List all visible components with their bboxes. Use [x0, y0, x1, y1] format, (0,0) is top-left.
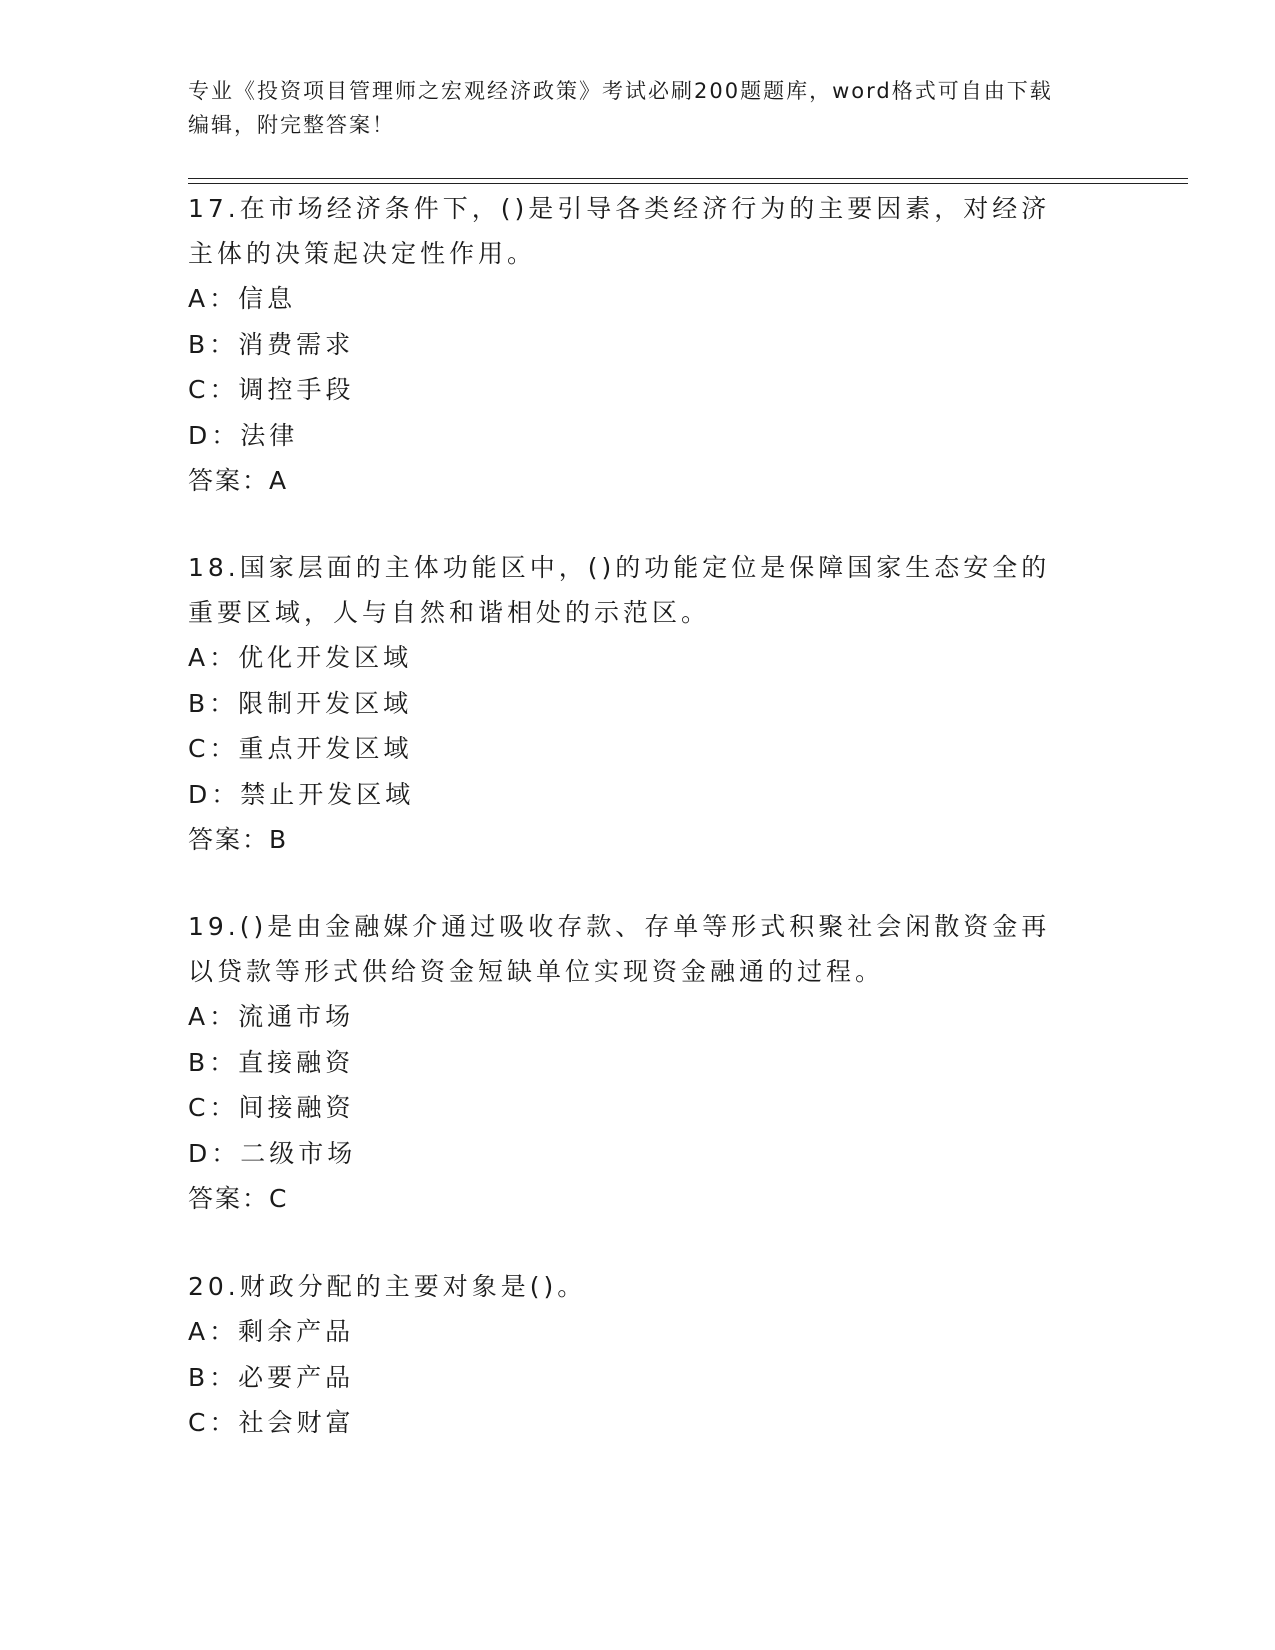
option-a: A：流通市场: [188, 1002, 355, 1031]
option-c: C：间接融资: [188, 1093, 355, 1122]
question-stem: 18.国家层面的主体功能区中，()的功能定位是保障国家生态安全的重要区域，人与自然和谐相处的示范区。: [188, 553, 1051, 627]
answer: 答案：B: [188, 825, 289, 854]
option-b: B：消费需求: [188, 329, 355, 359]
option-c: C：调控手段: [188, 375, 355, 404]
document-header: 专业《投资项目管理师之宏观经济政策》考试必刷200题题库，word格式可自由下载编辑，附完整答案！: [188, 79, 1053, 137]
option-a: A：信息: [188, 284, 297, 313]
answer: 答案：A: [188, 466, 289, 495]
option-a: A：优化开发区域: [188, 643, 413, 672]
question-20: [188, 1264, 1068, 1446]
option-d: D：法律: [188, 420, 299, 450]
question-stem: 17.在市场经济条件下，()是引导各类经济行为的主要因素，对经济主体的决策起决定性作用。: [188, 194, 1051, 268]
question-stem: 20.财政分配的主要对象是()。: [188, 1272, 587, 1301]
question-18: [188, 545, 1068, 862]
option-b: B：直接融资: [188, 1047, 355, 1077]
option-d: D：二级市场: [188, 1138, 357, 1168]
question-17: [188, 186, 1068, 503]
option-c: C：社会财富: [188, 1408, 355, 1437]
option-b: B：必要产品: [188, 1362, 355, 1392]
answer: 答案：C: [188, 1184, 289, 1213]
question-19: [188, 904, 1068, 1221]
question-stem: 19.()是由金融媒介通过吸收存款、存单等形式积聚社会闲散资金再以贷款等形式供给资金短缺单位实现资金融通的过程。: [188, 912, 1051, 986]
option-b: B：限制开发区域: [188, 688, 413, 718]
option-c: C：重点开发区域: [188, 734, 413, 763]
header-divider-top: [188, 178, 1188, 179]
option-d: D：禁止开发区域: [188, 779, 415, 809]
header-divider-bottom: [188, 183, 1188, 184]
option-a: A：剩余产品: [188, 1317, 355, 1346]
